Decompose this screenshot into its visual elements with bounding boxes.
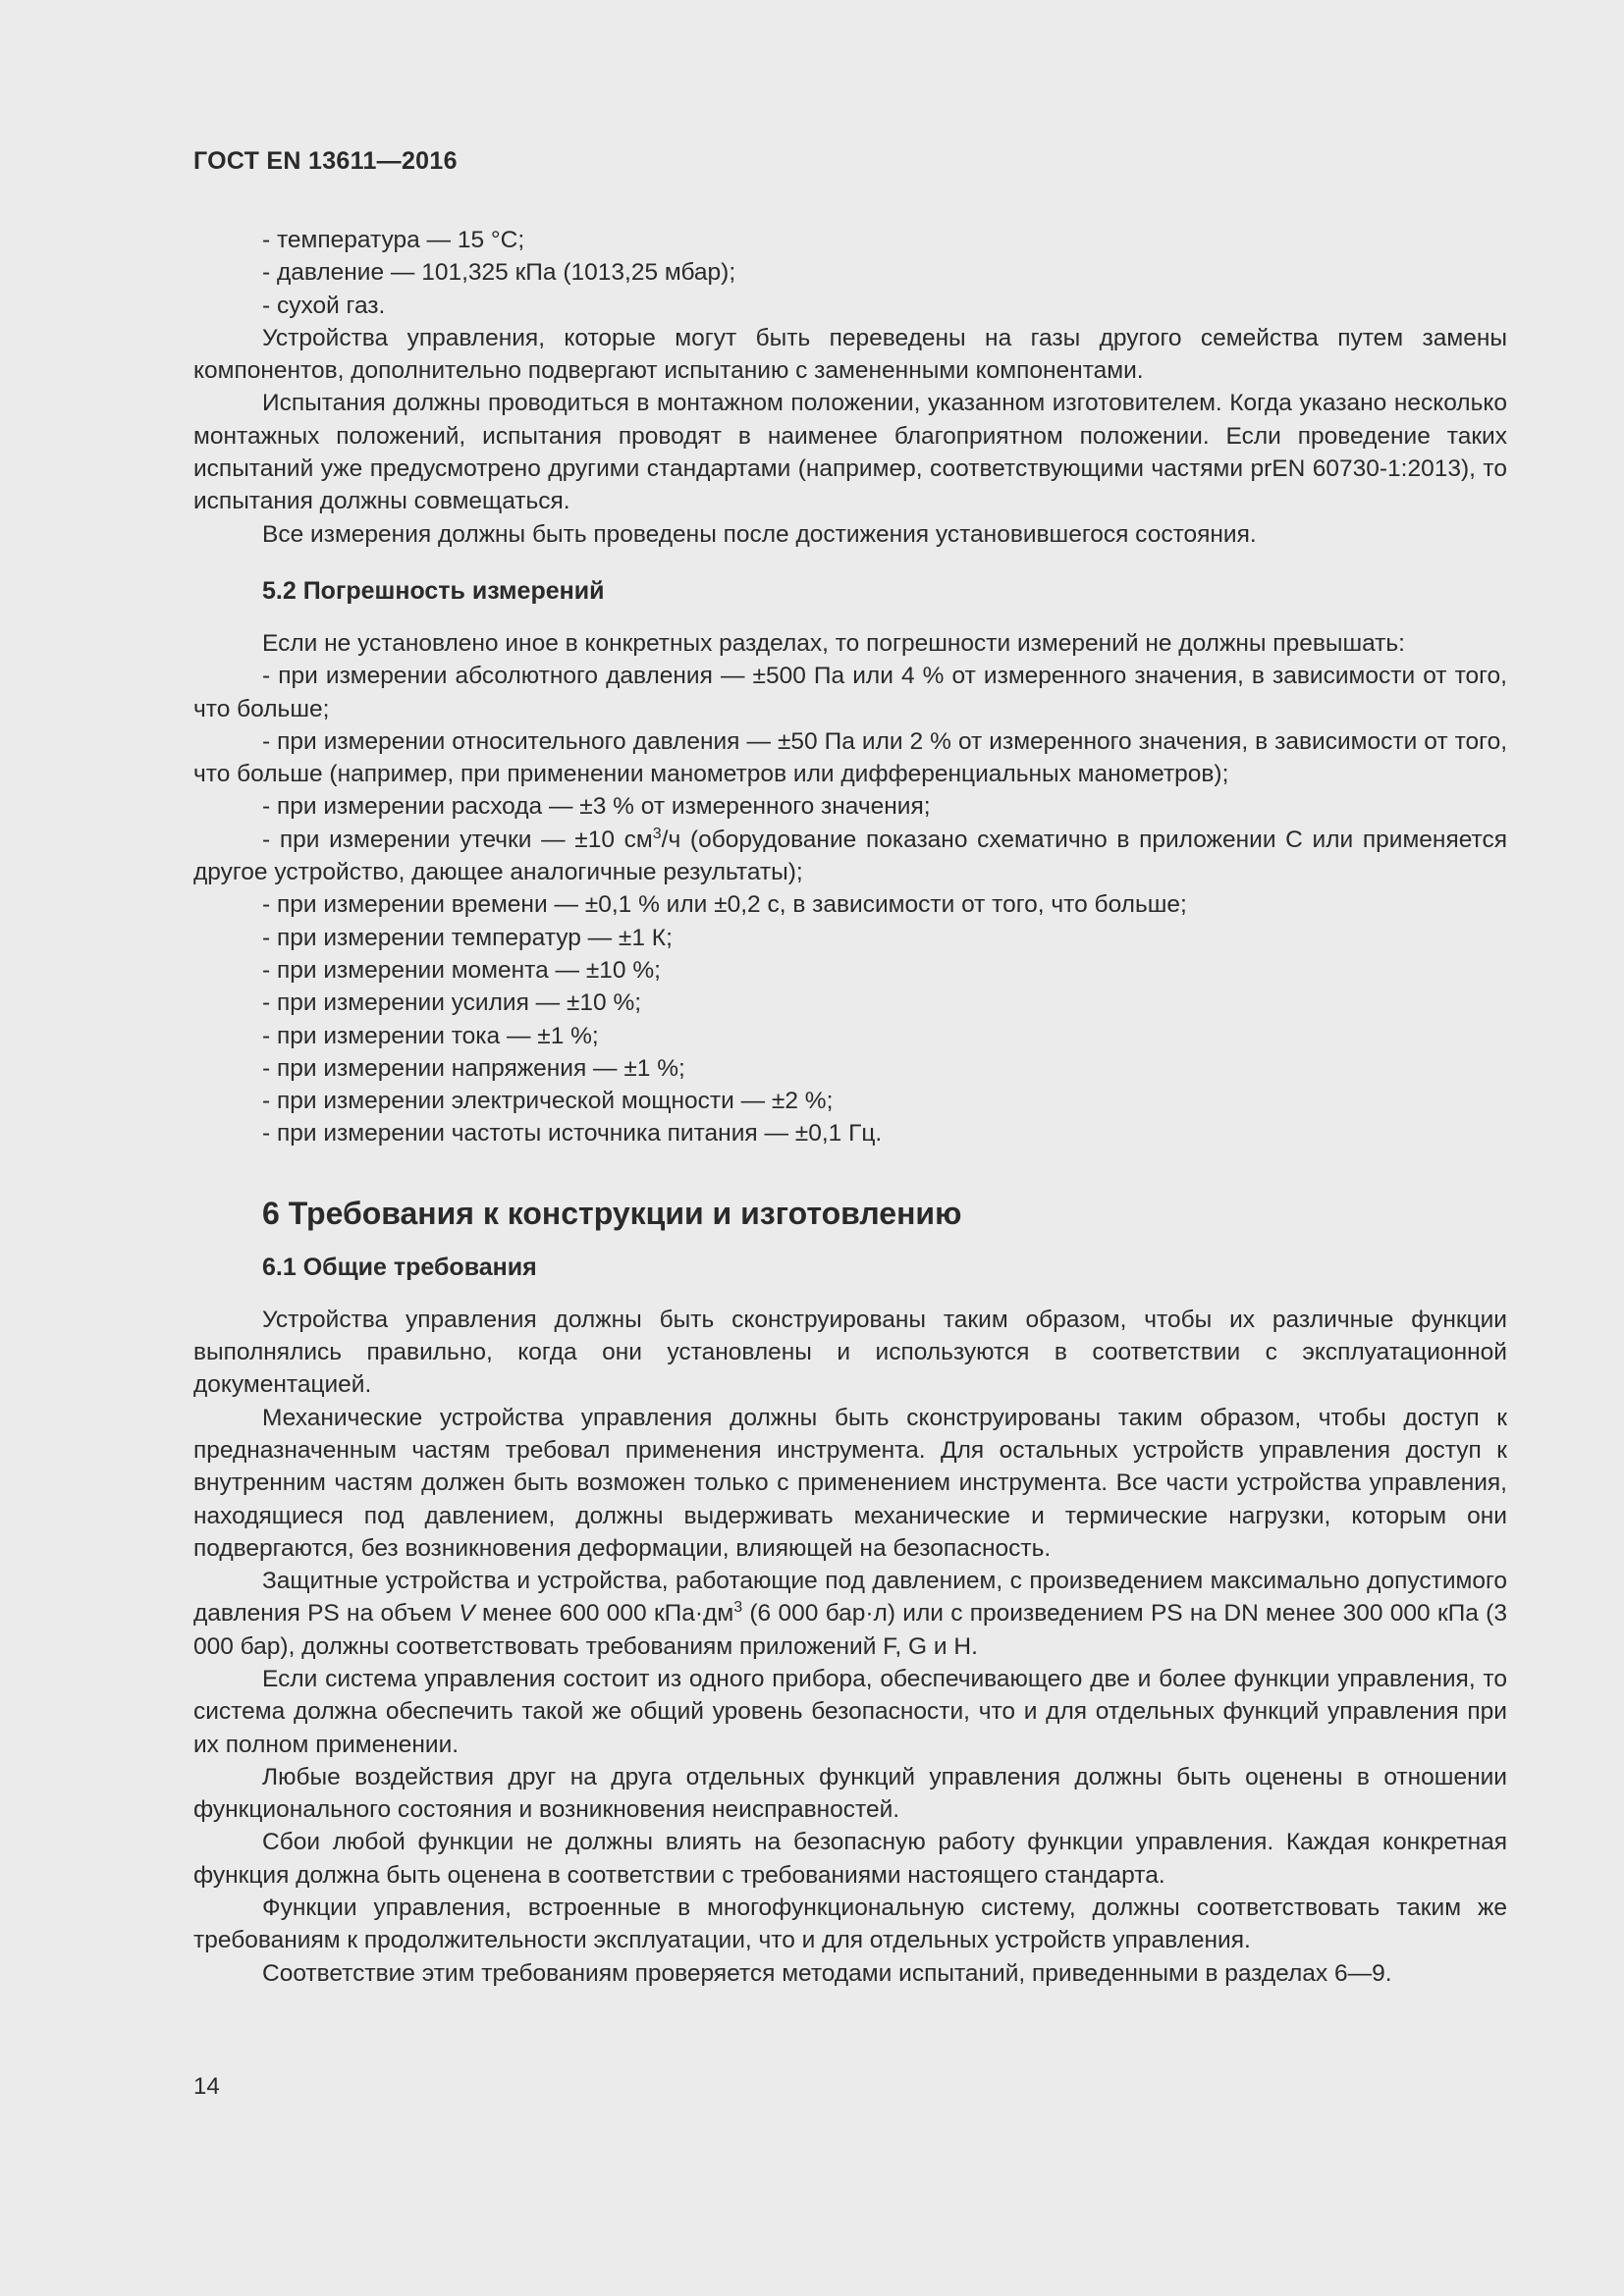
paragraph: Механические устройства управления должны быть сконструированы таким образом, чтобы доступ к предназначенным частям требовал применения инструмента. Для остальных устройств управления доступ к внутренним частям должен быть возможен только с применением инструмента. Все части устройства управления, находящиеся под давлением, должны выдерживать механические и термические нагрузки, которым они подвергаются, без возникновения деформации, влияющей на безопасность. <box>193 1404 1507 1562</box>
paragraph: Функции управления, встроенные в многофункциональную систему, должны соответствовать таким же требованиям к продолжительности эксплуатации, что и для отдельных устройств управления. <box>193 1895 1507 1954</box>
pressure-text-2: менее 600 000 кПа·дм <box>474 1600 734 1628</box>
leak-text-end: /ч (оборудование показано схематично в приложении С или применяется другое устройство, дающее аналогичные результаты); <box>193 826 1507 886</box>
paragraph: Устройства управления должны быть сконструированы таким образом, чтобы их различные функции выполнялись правильно, когда они установлены и используются в соответствии с эксплуатационной документацией. <box>193 1306 1507 1399</box>
leak-text-start: - при измерении утечки — ±10 см <box>262 826 653 853</box>
pressure-text-1: Защитные устройства и устройства, работающие под давлением, с произведением максимально допустимого давления PS на объем <box>193 1568 1507 1628</box>
volume-symbol: V <box>459 1600 475 1628</box>
paragraph: Устройства управления, которые могут быть переведены на газы другого семейства путем замены компонентов, дополнительно подвергают испытанию с замененными компонентами. <box>193 324 1507 385</box>
list-item: - сухой газ. <box>262 292 386 319</box>
list-item: - при измерении частоты источника питания — ±0,1 Гц. <box>262 1120 883 1148</box>
list-item: - при измерении усилия — ±10 %; <box>262 989 642 1017</box>
superscript: 3 <box>652 825 662 842</box>
list-item: - при измерении тока — ±1 %; <box>262 1022 599 1049</box>
paragraph: Соответствие этим требованиям проверяется методами испытаний, приведенными в разделах 6—9. <box>262 1959 1392 1987</box>
list-item: - при измерении температур — ±1 К; <box>262 924 673 951</box>
list-item: - температура — 15 °С; <box>262 227 525 253</box>
list-item: - при измерении электрической мощности — ±2 %; <box>262 1088 834 1115</box>
paragraph: Если система управления состоит из одного прибора, обеспечивающего две и более функции управления, то система должна обеспечить такой же общий уровень безопасности, что и для отдельных функций управления при их полном применении. <box>193 1665 1507 1758</box>
paragraph-pressure <box>193 1565 1507 1663</box>
paragraph: Все измерения должны быть проведены после достижения установившегося состояния. <box>262 520 1257 548</box>
document-header: ГОСТ EN 13611—2016 <box>193 147 458 175</box>
section-heading-5-2: 5.2 Погрешность измерений <box>262 576 605 605</box>
paragraph: Сбои любой функции не должны влиять на безопасную работу функции управления. Каждая конкретная функция должна быть оценена в соответствии с требованиями настоящего стандарта. <box>193 1829 1507 1889</box>
pressure-text-3: (6 000 бар·л) или с произведением PS на DN менее 300 000 кПа (3 000 бар), должны соответствовать требованиям приложений F, G и H. <box>193 1600 1507 1660</box>
section-heading-6: 6 Требования к конструкции и изготовлению <box>262 1195 962 1231</box>
list-item: - при измерении времени — ±0,1 % или ±0,2 с, в зависимости от того, что больше; <box>262 891 1187 919</box>
superscript: 3 <box>733 1599 743 1617</box>
paragraph: Любые воздействия друг на друга отдельных функций управления должны быть оценены в отношении функционального состояния и возникновения неисправностей. <box>193 1763 1507 1824</box>
list-item: - при измерении момента — ±10 %; <box>262 956 661 984</box>
list-item: - давление — 101,325 кПа (1013,25 мбар); <box>262 259 736 287</box>
list-item: - при измерении абсолютного давления — ±500 Па или 4 % от измеренного значения, в зависимости от того, что больше; <box>193 663 1507 722</box>
list-item: - при измерении относительного давления — ±50 Па или 2 % от измеренного значения, в зависимости от того, что больше (например, при применении манометров или дифференциальных манометров); <box>193 727 1507 788</box>
paragraph: Испытания должны проводиться в монтажном положении, указанном изготовителем. Когда указано несколько монтажных положений, испытания проводят в наименее благоприятном положении. Если проведение таких испытаний уже предусмотрено другими стандартами (например, соответствующими частями prEN 60730-1:2013), то испытания должны совмещаться. <box>193 390 1507 515</box>
list-item: - при измерении расхода — ±3 % от измеренного значения; <box>262 793 931 821</box>
list-item-leak <box>193 824 1507 889</box>
document-body <box>193 224 1507 1990</box>
list-item: - при измерении напряжения — ±1 %; <box>262 1054 685 1082</box>
paragraph: Если не установлено иное в конкретных разделах, то погрешности измерений не должны превышать: <box>262 629 1405 657</box>
section-heading-6-1: 6.1 Общие требования <box>262 1253 537 1281</box>
page-number: 14 <box>193 2073 220 2100</box>
